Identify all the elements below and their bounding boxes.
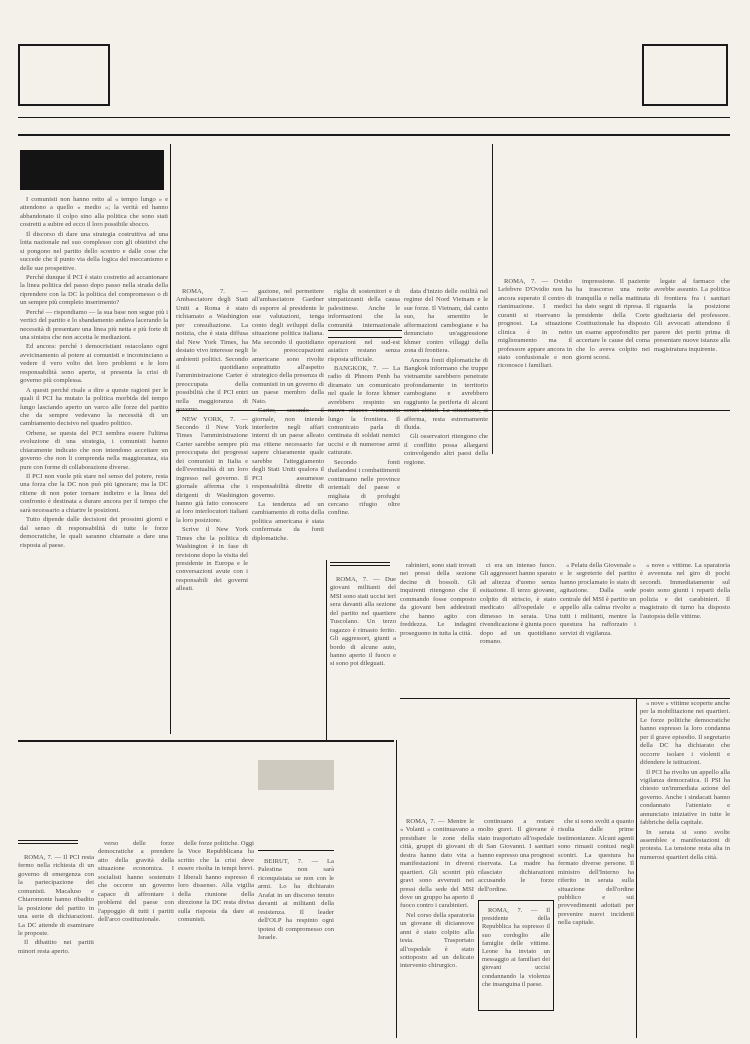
right-filler-col: « nove » vittime scoperte anche per la mobilitazione nei quartieri. Le forze politiche democratiche hanno espresso la loro condanna per il grave episodio. Il segretario della DC ha dichiarato che occorre isolare i violenti e difendere le istituzioni. Il PCI ha rivolto un appello alla vigilanza democratica. Il PSI ha chiesto un'immediata azione del governo. Anche i sindacati hanno condannato l'attentato e annunciato iniziative in tutte le fabbriche della capitale. In serata si sono svolte assemblee e manifestazioni di protesta. La tensione resta alta in numerosi quartieri della città. [640, 700, 730, 861]
pci-text-col-2: gazione, nel permettere all'ambasciatore Gardner di esporre al presidente le sue valutazioni, tenga conto degli sviluppi della situazione politica italiana. Ma secondo il quotidiano le preoccupazioni americane sono rivolte soprattutto all'aspetto strategico della presenza di comunisti in un governo di un paese membro della Nato. giornale, non intende interferire negli affari interni di un paese alleato ma ritiene necessario far sapere chiaramente quale sarebbe l'atteggiamento degli Stati Uniti qualora il PCI assumesse responsabilità dirette di governo. La tendenza ad un cambiamento di rotta della politica americana è stata confermata da fonti diplomatiche. [252, 288, 324, 542]
masthead-rule-bottom [18, 134, 730, 136]
leone-box-text: ROMA, 7. — Il presidente della Repubblica ha espresso il suo cordoglio alle famiglie delle vittime. Leone ha inviato un messaggio ai familiari dei giovani uccisi condannando la violenza che insanguina il paese. [482, 907, 550, 988]
column-divider-4 [326, 560, 327, 740]
missini-rule [176, 410, 730, 411]
masthead-rule-top [18, 117, 730, 118]
column-divider-2 [492, 144, 493, 454]
dc-text-col-2: verso delle forze democratiche a prendere atto della gravità della situazione economica. I socialisti hanno sostenuto che occorre un governo capace di affrontare i problemi del paese con l'appoggio di tutti i partiti dell'arco costituzionale. [98, 840, 174, 923]
disordini-text-col-3: che si sono svolti a quanto risulta dalle prime testimonianze. Alcuni agenti sono rimasti contusi negli scontri. La questura ha fermato diverse persone. Il ministro dell'Interno ha riferito in serata sulla situazione dell'ordine pubblico e sui provvedimenti adottati per prevenire nuovi incidenti nella capitale. [558, 818, 634, 927]
cambogia-box [328, 330, 402, 338]
missini-text-col-1: ROMA, 7. — Due giovani militanti del MSI sono stati uccisi ieri sera davanti alla sezione del partito nel quartiere Tuscolano. Un terzo ragazzo è rimasto ferito. Gli aggressori, giunti a bordo di alcune auto, hanno aperto il fuoco e si sono poi dileguati. [330, 576, 396, 668]
il-punto-banner [20, 150, 164, 190]
lefebvre-text-col-1: ROMA, 7. — Ovidio Lefebvre D'Ovidio non ha ancora superato il centro di rianimazione. I medici curanti si riservano la prognosi. La situazione clinica è in netto miglioramento ma il professore appare ancora in stato confusionale e non riconosce i familiari. [498, 278, 572, 370]
arafat-box-text: BEIRUT, 7. — La Palestina non sarà riconquistata se non con le armi. Lo ha dichiarato Arafat in un discorso tenuto davanti ai militanti della resistenza. Il leader dell'OLP ha respinto ogni ipotesi di compromesso con Israele. [258, 858, 334, 941]
column-divider-3 [636, 698, 637, 1038]
lefebvre-text-col-3: legate al farmaco che avrebbe assunto. La politica di frontiera fra i sanitari riguarda la posizione giudiziaria del professore. Gli avvocati attendono il parere dei periti prima di presentare nuove istanze alla magistratura inquirente. [654, 278, 730, 353]
dc-rule [18, 740, 394, 742]
il-punto-text: I comunisti non hanno retto al « tempo lungo » e attendono a quello « medio »; la verità ed hanno abbandonato il colpo sino alla politica che sono stati costretti a subire ed ecco il loro possibile sbocco. Il discorso di dare una strategia costruttiva ad una lotta nazionale nel suo complesso con gli obiettivi che si pongono nel partito dello scontro e dalle cose che succede che il punto via della logica del meccanismo e delle sue prospettive. Perché dunque il PCI è stato costretto ad accantonare la linea politica del passo dopo passo nella strada della riprendere con la DC la politica del compromesso o di un sempre più completo inserimento? Perché — rispondiamo — la sua base non segue più i vertici del partito e lo sbandamento andava lacerando la necessità di presentare una linea più netta e più forte di una sinistra che non accetta le mediazioni. Ed ancora: perché i democristiani ostacolano ogni avvicinamento al potere ai comunisti e incominciano a vedere il vero volto dei loro problemi e le loro responsabilità sono aperte, si presenta la crisi di governo più complessa. A questi perché risale a dire a queste ragioni per le quali il PCI ha mutato la politica morbida del tempo lungo lasciando aperto un varco alle forze del partito che da sempre vedevano la necessità di un cambiamento decisivo nel quadro politico. Orbene, se questa del PCI sembra essere l'ultima evoluzione di una strategia, i comunisti hanno chiaramente indicato che non intendono accettare un governo che non li comprenda nella maggioranza, sia pure con forme di collaborazione diverse. Il PCI non vuole più stare nel senso del potere, resta una forza che la DC non può più ignorare; ma la DC ritiene di non poter tornare indietro e la linea del confronto è destinata a durare ancora per il tempo che sarà necessario a chiarire le posizioni. Tutto dipende dalle decisioni dei prossimi giorni e dal senso di responsabilità di tutte le forze democratiche, le quali saranno chiamate a dare una risposta al paese. [20, 196, 168, 549]
disordini-rule [400, 698, 730, 699]
lefebvre-text-col-2: impressione. Il paziente ha trascorso una notte tranquilla e nella mattinata ha dato segni di ripresa. Il presidente della Corte Costituzionale ha disposto un esame approfondito per accertare le cause del coma che lo aveva colpito nei giorni scorsi. [576, 278, 650, 361]
column-divider-1 [170, 144, 171, 734]
missini-text-col-2: rabinieri, sono stati trovati nei pressi della sezione decine di bossoli. Gli inquirenti ritengono che il commando fosse composto da giovani ben addestrati che hanno agito con freddezza. Le indagini proseguono in tutta la città. [400, 562, 476, 637]
dc-text-col-3: delle forze politiche. Oggi la Voce Repubblicana ha scritto che la crisi deve essere risolta in tempi brevi. I liberali hanno espresso il loro dissenso. Alla vigilia della riunione della direzione la DC resta divisa sulla risposta da dare ai comunisti. [178, 840, 254, 923]
pci-text-col-1: ROMA, 7. — Ambasciatore degli Stati Uniti a Roma è stato richiamato a Washington per consultazione. La notizia, che è stata diffusa dal New York Times, ha destato vivo interesse negli ambienti politici. Secondo il quotidiano l'amministrazione Carter è preoccupata della possibilità che il PCI entri nella maggioranza di NEW YORK, 7. — Secondo il New York Times l'amministrazione Carter sarebbe sempre più preoccupata dei progressi dei comunisti in Italia e dell'eventualità di un loro ingresso nel governo. Il giornale afferma che i dirigenti di Washington hanno già fatto conoscere ai loro interlocutori italiani la loro posizione. Scrive il New York Times che la politica di Washington è in fase di revisione dopo la visita del presidente in Europa e le conversazioni avute con i responsabili dei governi alleati. [176, 288, 248, 593]
pci-text-col-3: riglia di sostenitori e di simpatizzanti della causa palestinese. Anche le informazioni che la comunità internazionale operazioni nel sud-est asiatico restano senza risposta ufficiale. BANGKOK, 7. — La radio di Phnom Penh ha diramato un comunicato nel quale le forze khmer avrebbero respinto un lungo la frontiera. Il comunicato parla di centinaia di soldati nemici uccisi e di numerose armi catturate. Secondo fonti thailandesi i combattimenti continuano nelle province orientali del paese e migliaia di profughi cercano rifugio oltre confine. [328, 288, 400, 517]
missini-service [330, 562, 390, 566]
missini-text-col-5: « nove » vittime. La sparatoria è avvenuta nel giro di pochi secondi. Immediatamente sul posto sono giunti i reparti della polizia e dei carabinieri. Il magistrato di turno ha disposto l'autopsia delle vittime. [640, 562, 730, 620]
disordini-text-col-1: ROMA, 7. — Mentre le « Volanti » continuavano a presidiare le zone della città, gruppi di giovani di destra hanno dato vita a manifestazioni in diversi quartieri. Gli scontri più gravi sono avvenuti nei pressi della sede del MSI dove un gruppo ha aperto il fuoco contro i carabinieri. Nel corso della sparatoria un giovane di diciannove anni è stato colpito alla testa. Trasportato all'ospedale è stato sottoposto ad un delicato intervento chirurgico. [400, 818, 474, 970]
leone-box [478, 900, 554, 1011]
dc-service [18, 840, 78, 844]
disordini-text-col-2: continuano a restare molto gravi. Il giovane è stato trasportato all'ospedale di San Giovanni. I sanitari hanno espresso una prognosi riservata. La madre ha rilasciato dichiarazioni accusando le forze dell'ordine. [478, 818, 554, 893]
dc-text-col-1: ROMA, 7. — Il PCI resta fermo nella richiesta di un governo di emergenza con la partecipazione dei comunisti. Macaluso e Chiaromonte hanno ribadito la posizione del partito in una serie di dichiarazioni. La DC attende di esaminare le proposte. Il dibattito nei partiti minori resta aperto. [18, 854, 94, 955]
missini-text-col-3: ci era un intenso fuoco. Gli aggressori hanno sparato ad altezza d'uomo senza esitazione. Il terzo giovane, colpito di striscio, è stato medicato all'ospedale e dimesso in serata. Una rivendicazione è giunta poco dopo ad un quotidiano romano. [480, 562, 556, 645]
missini-text-col-4: « Pelatu della Giovenale » e le segreterie del partito hanno proclamato lo stato di agitazione. Dalla sede centrale del MSI è partito un appello alla calma rivolto a tutti i militanti, mentre la questura ha rafforzato i servizi di vigilanza. [560, 562, 636, 637]
ad-autofficina [18, 44, 110, 106]
arafat-box [258, 850, 334, 981]
dc-photo-placeholder [258, 760, 334, 790]
ad-torrone [642, 44, 728, 106]
column-divider-5 [396, 740, 397, 1038]
pci-text-col-4: data d'inizio delle ostilità nel regime del Nord Vietnam e le sue forze. Il Vietnam, dal canto suo, ha smentito le affermazioni cambogiane e ha denunciato un'aggressione khmer contro villaggi della zona di frontiera. Ancora fonti diplomatiche di Bangkok informano che truppe vietnamite sarebbero penetrate profondamente in territorio cambogiano e avrebbero raggiunto la periferia di alcuni afferma, resta estremamente fluida. Gli osservatori ritengono che il conflitto possa allargarsi coinvolgendo altri paesi della regione. [404, 288, 488, 466]
